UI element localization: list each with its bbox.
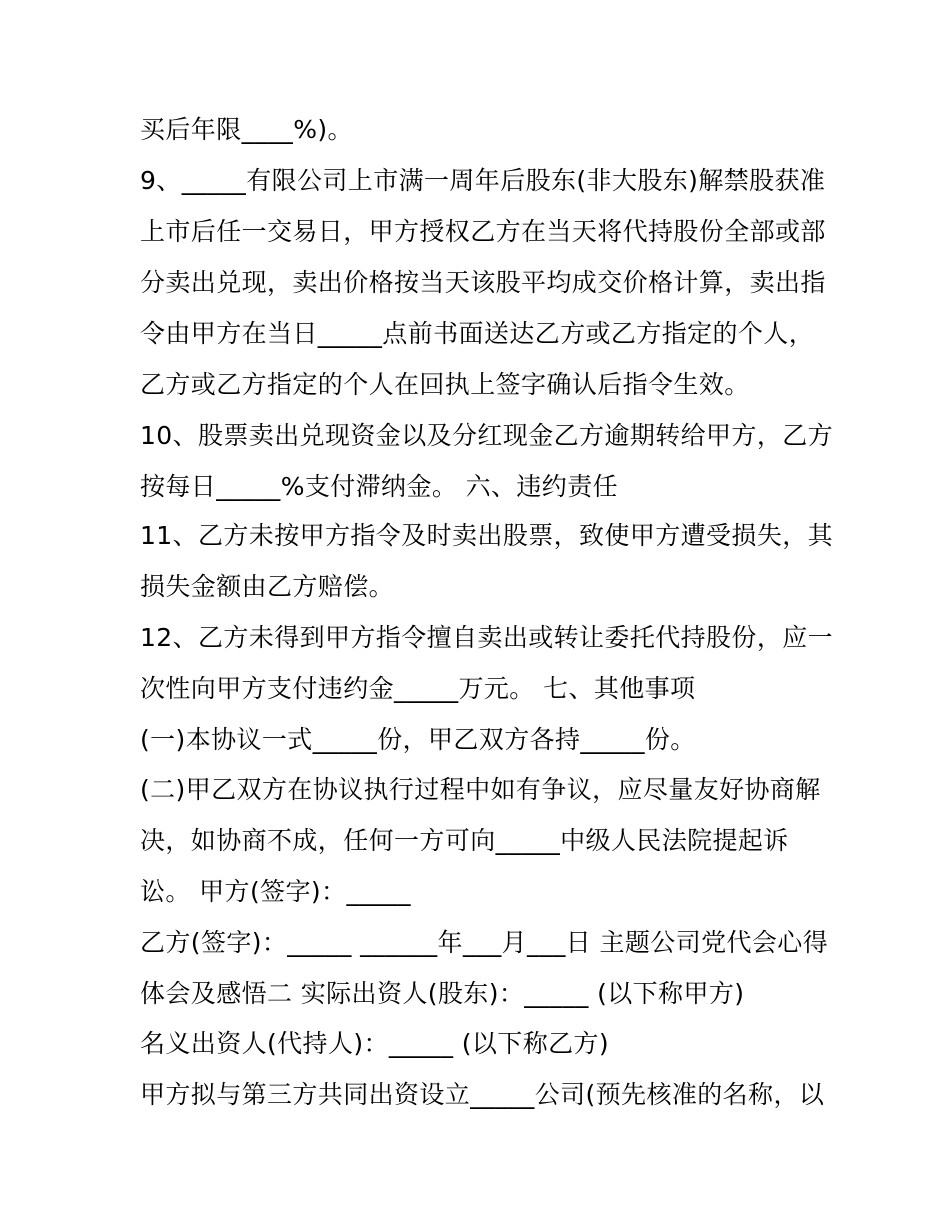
text-line: 次性向甲方支付违约金_____万元。 七、其他事项 <box>140 674 696 703</box>
party-a-signature-line: 讼。 甲方(签字)：_____ <box>140 877 411 906</box>
text-line: 分卖出兑现，卖出价格按当天该股平均成交价格计算，卖出指 <box>140 268 826 297</box>
text-line: 名义出资人(代持人)：_____ (以下称乙方) <box>140 1029 610 1058</box>
text-line: 损失金额由乙方赔偿。 <box>140 572 395 601</box>
text-line: 决，如协商不成，任何一方可向_____中级人民法院提起诉 <box>140 826 789 855</box>
clause-11-line: 11、乙方未按甲方指令及时卖出股票，致使甲方遭受损失，其 <box>140 521 834 550</box>
clause-9-line: 9、_____有限公司上市满一周年后股东(非大股东)解禁股获准 <box>140 166 826 195</box>
party-b-signature-line: 乙方(签字)：_____ ______年___月___日 主题公司党代会心得 <box>140 928 829 957</box>
item-2-line: (二)甲乙双方在协议执行过程中如有争议，应尽量友好协商解 <box>140 775 821 804</box>
text-line: 买后年限____%)。 <box>140 115 353 144</box>
clause-10-line: 10、股票卖出兑现资金以及分红现金乙方逾期转给甲方，乙方 <box>140 421 834 450</box>
text-line: 上市后任一交易日，甲方授权乙方在当天将代持股份全部或部 <box>140 217 826 246</box>
item-1-line: (一)本协议一式_____份，甲乙双方各持_____份。 <box>140 725 696 754</box>
clause-12-line: 12、乙方未得到甲方指令擅自卖出或转让委托代持股份，应一 <box>140 623 834 652</box>
text-line: 按每日_____%支付滞纳金。 六、违约责任 <box>140 472 619 501</box>
text-line: 令由甲方在当日_____点前书面送达乙方或乙方指定的个人， <box>140 319 815 348</box>
text-line: 体会及感悟二 实际出资人(股东)：_____ (以下称甲方) <box>140 979 745 1008</box>
text-line: 乙方或乙方指定的个人在回执上签字确认后指令生效。 <box>140 370 750 399</box>
text-line: 甲方拟与第三方共同出资设立_____公司(预先核准的名称，以 <box>140 1080 825 1109</box>
